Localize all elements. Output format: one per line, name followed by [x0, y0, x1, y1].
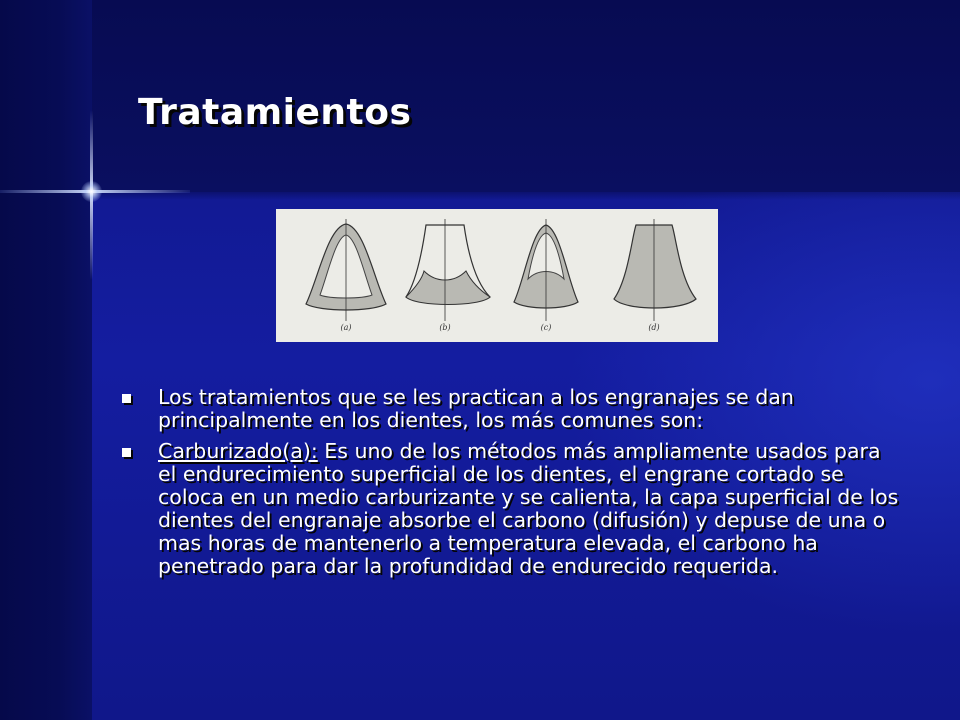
gear-teeth-figure: [276, 209, 718, 342]
bullet-term: Carburizado(a):: [158, 439, 318, 463]
gear-tooth-a: [306, 219, 386, 321]
figure-label-d: (d): [648, 323, 660, 332]
figure-label-a: (a): [340, 323, 352, 332]
gear-tooth-c: [514, 219, 578, 321]
bullet-text: Es uno de los métodos más ampliamente usados para el endurecimiento superficial de los dientes, el engrane cortado se coloca en un medio carburizante y se calienta, la capa superficial de los dientes del engranaje absorbe el carbono (difusión) y depuse de una o mas horas de mantenerlo a temperatura elevada, el carbono ha penetrado para dar la profundidad de endurecido requerida.: [158, 439, 899, 578]
figure-label-b: (b): [439, 323, 451, 332]
light-flare-core: [81, 181, 102, 202]
square-bullet-icon: [122, 394, 131, 403]
figure-label-c: (c): [540, 323, 552, 332]
gear-tooth-d: [614, 219, 696, 321]
left-band: [0, 0, 92, 720]
bullet-item: [120, 440, 900, 578]
bullet-text: Los tratamientos que se les practican a los engranajes se dan principalmente en los dientes, los más comunes son:: [158, 385, 794, 432]
bullet-item: [120, 386, 900, 432]
bullet-list: [120, 386, 900, 586]
gear-tooth-b: [406, 219, 490, 321]
square-bullet-icon: [122, 448, 131, 457]
slide-title: Tratamientos: [138, 92, 412, 133]
